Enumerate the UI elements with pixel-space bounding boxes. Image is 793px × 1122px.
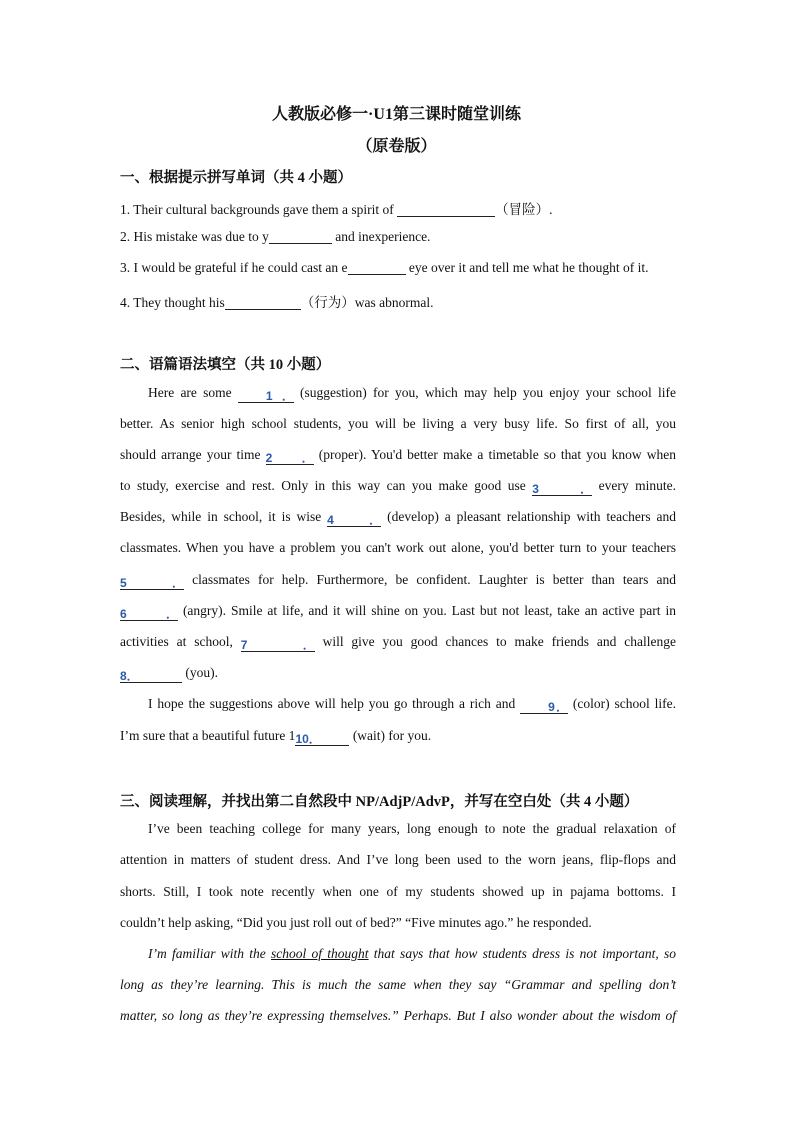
s2-line: to study, exercise and rest. Only in this way can you make good use 3． every minute.	[120, 478, 676, 496]
s3-line: shorts. Still, I took note recently when one of my students showed up in pajama bottoms. I	[120, 884, 676, 899]
s1-item-2: 2. His mistake was due to y and inexperience.	[120, 229, 431, 244]
section1-heading: 一、根据提示拼写单词（共 4 小题）	[120, 170, 352, 186]
s1-item-3: 3. I would be grateful if he could cast an e eye over it and tell me what he thought of it.	[120, 260, 649, 275]
answer-blank-2[interactable]: 2．	[265, 451, 314, 465]
answer-blank[interactable]	[348, 260, 406, 275]
s3-line: attention in matters of student dress. And I’ve long been used to the worn jeans, flip-flops and	[120, 852, 676, 867]
s3-line: matter, so long as they’re expressing themselves.” Perhaps. But I also wonder about the wisdom of	[120, 1008, 676, 1023]
answer-blank-4[interactable]: 4．	[327, 513, 382, 527]
s3-line: couldn’t help asking, “Did you just roll out of bed?” “Five minutes ago.” he responded.	[120, 915, 592, 930]
s1-item-4: 4. They thought his （行为）was abnormal.	[120, 295, 434, 310]
s2-line: activities at school, 7． will give you good chances to make friends and challenge	[120, 634, 676, 652]
answer-blank-6[interactable]: 6．	[120, 607, 178, 621]
section3-heading: 三、阅读理解，并找出第二自然段中 NP/AdjP/AdvP，并写在空白处（共 4 小题）	[120, 794, 639, 810]
s2-line: 6． (angry). Smile at life, and it will shine on you. Last but not least, take an active part in	[120, 603, 676, 621]
s3-line: long as they’re learning. This is much the same when they say “Grammar and spelling don’t	[120, 977, 676, 992]
s2-line: I hope the suggestions above will help you go through a rich and 9． (color) school life.	[148, 696, 676, 714]
answer-blank-7[interactable]: 7．	[240, 638, 315, 652]
s2-line: better. As senior high school students, you will be living a very busy life. So first of all, you	[120, 416, 676, 431]
section2-heading: 二、语篇语法填空（共 10 小题）	[120, 357, 331, 373]
s2-line: Besides, while in school, it is wise 4． (develop) a pleasant relationship with teachers and	[120, 509, 676, 527]
underlined-phrase: school of thought	[271, 946, 369, 961]
s2-line: classmates. When you have a problem you can't work out alone, you'd better turn to your teachers	[120, 540, 676, 555]
answer-blank[interactable]	[269, 229, 332, 244]
page-title: 人教版必修一·U1第三课时随堂训练	[272, 106, 521, 123]
s2-line: should arrange your time 2． (proper). You'd better make a timetable so that you know when	[120, 447, 677, 465]
answer-blank-8[interactable]: 8．	[120, 667, 182, 683]
answer-blank-1[interactable]: 1．	[238, 387, 294, 403]
s2-line: 8． (you).	[120, 665, 218, 683]
s3-line: I’m familiar with the school of thought that says that how students dress is not important, so	[148, 946, 677, 961]
s1-item-1: 1. Their cultural backgrounds gave them a spirit of （冒险）.	[120, 202, 553, 217]
answer-blank-9[interactable]: 9．	[520, 698, 568, 714]
answer-blank-10[interactable]: 10．	[295, 730, 349, 746]
page-subtitle: （原卷版）	[356, 138, 437, 155]
answer-blank[interactable]	[397, 202, 495, 217]
s2-line: I’m sure that a beautiful future 110． (wait) for you.	[120, 728, 432, 746]
s2-line: 5． classmates for help. Furthermore, be confident. Laughter is better than tears and	[120, 572, 676, 590]
answer-blank-5[interactable]: 5．	[120, 576, 184, 590]
answer-blank[interactable]	[225, 295, 301, 310]
answer-blank-3[interactable]: 3．	[532, 482, 593, 496]
s2-line: Here are some 1． (suggestion) for you, which may help you enjoy your school life	[148, 385, 676, 403]
s3-line: I’ve been teaching college for many years, long enough to note the gradual relaxation of	[148, 821, 676, 836]
